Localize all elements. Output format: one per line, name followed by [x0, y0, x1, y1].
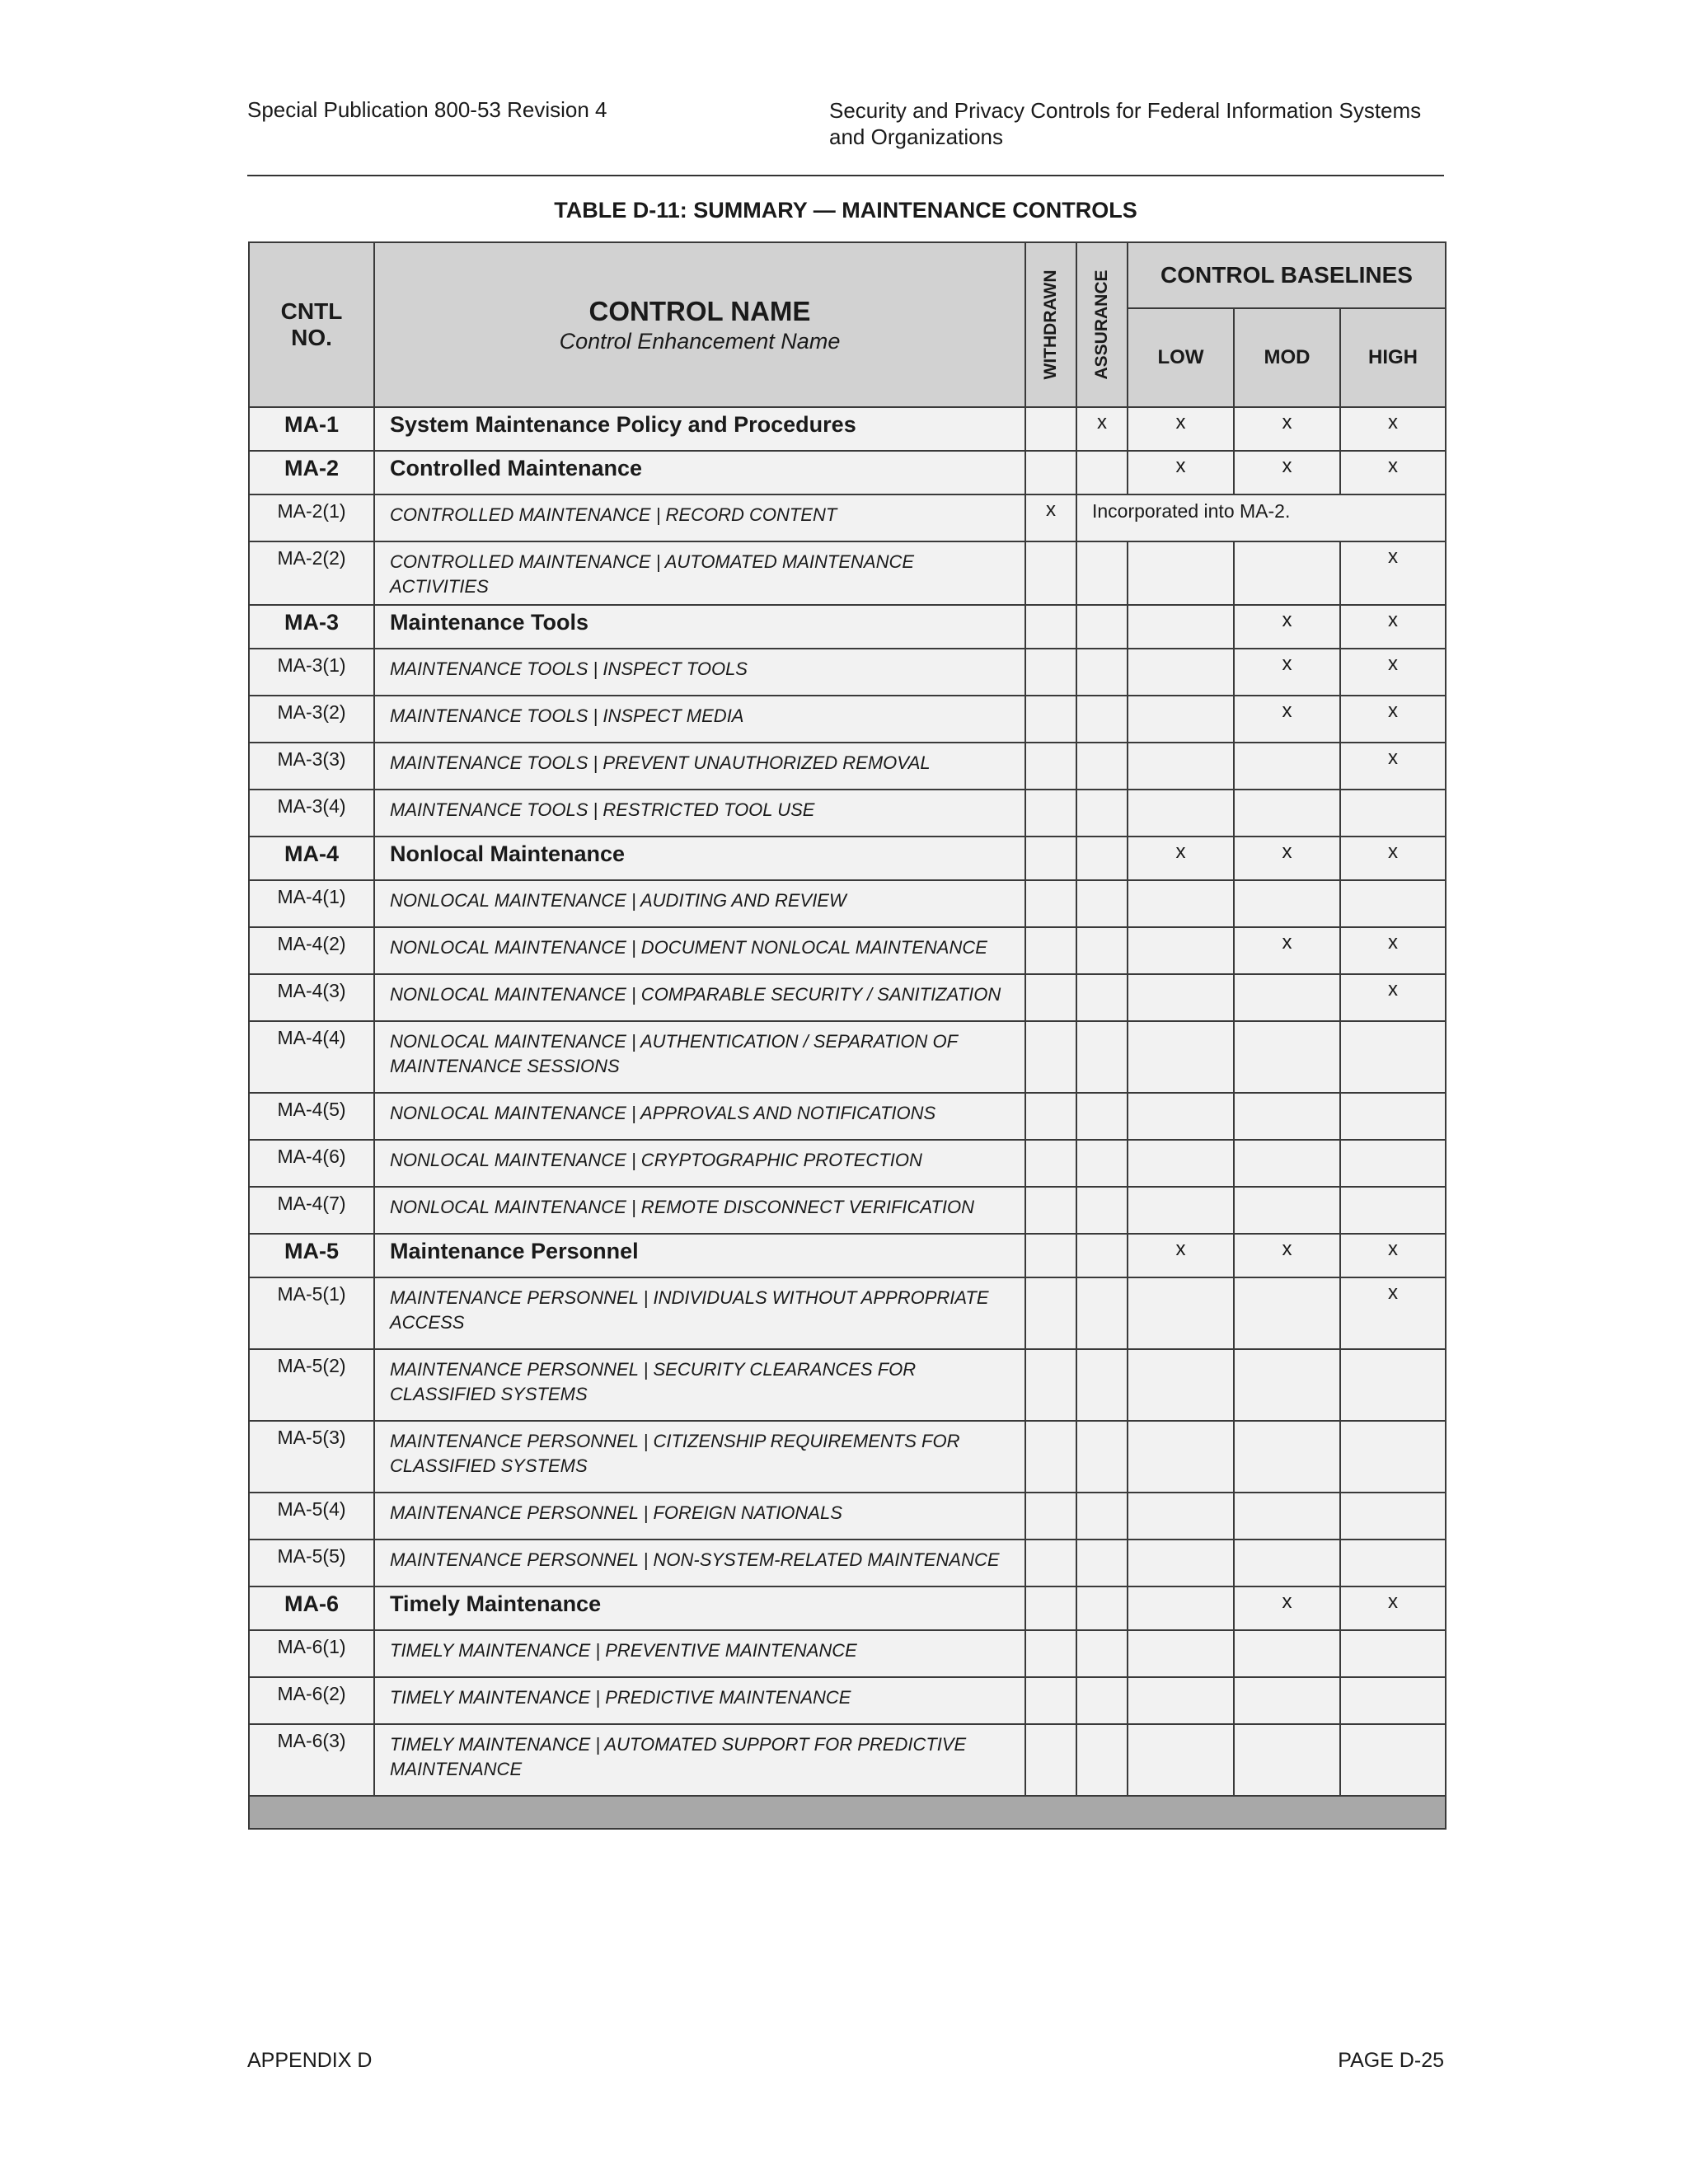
baseline-mod-cell: x	[1234, 605, 1340, 649]
baseline-mod-cell	[1234, 1677, 1340, 1724]
baseline-high-cell	[1340, 1677, 1446, 1724]
baseline-high-cell	[1340, 1630, 1446, 1677]
baseline-high-cell	[1340, 1724, 1446, 1796]
withdrawn-cell	[1025, 1540, 1076, 1586]
baseline-high-cell: x	[1340, 541, 1446, 605]
baseline-low-cell	[1128, 1093, 1234, 1140]
baseline-high-cell: x	[1340, 605, 1446, 649]
assurance-label: ASSURANCE	[1092, 269, 1111, 380]
control-name-cell: NONLOCAL MAINTENANCE | AUTHENTICATION / SEPARATION OF MAINTENANCE SESSIONS	[374, 1021, 1025, 1093]
control-number-cell: MA-4	[249, 837, 374, 880]
baseline-mod-cell	[1234, 1093, 1340, 1140]
withdrawn-cell	[1025, 649, 1076, 696]
assurance-cell	[1076, 1724, 1128, 1796]
col-header-assurance	[1076, 242, 1128, 407]
control-name-cell: TIMELY MAINTENANCE | AUTOMATED SUPPORT FOR PREDICTIVE MAINTENANCE	[374, 1724, 1025, 1796]
baseline-high-cell: x	[1340, 1277, 1446, 1349]
baseline-high-cell	[1340, 1187, 1446, 1234]
maintenance-controls-table	[248, 241, 1445, 1830]
baseline-mod-cell	[1234, 1140, 1340, 1187]
control-number-cell: MA-4(7)	[249, 1187, 374, 1234]
baseline-mod-cell: x	[1234, 927, 1340, 974]
assurance-cell	[1076, 1021, 1128, 1093]
control-name-cell: MAINTENANCE PERSONNEL | FOREIGN NATIONALS	[374, 1493, 1025, 1540]
baseline-mod-cell	[1234, 790, 1340, 837]
control-number-cell: MA-5(5)	[249, 1540, 374, 1586]
control-name-cell: MAINTENANCE TOOLS | PREVENT UNAUTHORIZED REMOVAL	[374, 743, 1025, 790]
control-number-cell: MA-5(3)	[249, 1421, 374, 1493]
control-name-cell: MAINTENANCE PERSONNEL | SECURITY CLEARANCES FOR CLASSIFIED SYSTEMS	[374, 1349, 1025, 1421]
baseline-high-cell: x	[1340, 743, 1446, 790]
table-body	[249, 407, 1446, 1829]
enhancement-row	[249, 1421, 1446, 1493]
withdrawn-cell	[1025, 1187, 1076, 1234]
control-number-cell: MA-2	[249, 451, 374, 494]
withdrawn-cell	[1025, 696, 1076, 743]
control-number-cell: MA-6(1)	[249, 1630, 374, 1677]
assurance-cell	[1076, 1140, 1128, 1187]
table-title: TABLE D-11: SUMMARY — MAINTENANCE CONTROLS	[554, 198, 1137, 223]
control-name-cell: Maintenance Tools	[374, 605, 1025, 649]
control-name-cell: MAINTENANCE PERSONNEL | NON-SYSTEM-RELATED MAINTENANCE	[374, 1540, 1025, 1586]
baseline-mod-cell	[1234, 743, 1340, 790]
assurance-cell	[1076, 1493, 1128, 1540]
baseline-high-cell	[1340, 1349, 1446, 1421]
control-number-cell: MA-6	[249, 1586, 374, 1630]
control-name-cell: CONTROLLED MAINTENANCE | AUTOMATED MAINTENANCE ACTIVITIES	[374, 541, 1025, 605]
col-header-high: HIGH	[1340, 308, 1446, 407]
baseline-mod-cell: x	[1234, 649, 1340, 696]
assurance-cell	[1076, 605, 1128, 649]
cntl-label: CNTL	[280, 298, 343, 324]
withdrawn-cell: x	[1025, 494, 1076, 541]
baseline-mod-cell: x	[1234, 451, 1340, 494]
baseline-low-cell: x	[1128, 837, 1234, 880]
control-number-cell: MA-3(4)	[249, 790, 374, 837]
control-name-cell: Nonlocal Maintenance	[374, 837, 1025, 880]
assurance-cell	[1076, 1187, 1128, 1234]
baseline-low-cell	[1128, 880, 1234, 927]
assurance-cell	[1076, 649, 1128, 696]
header-title-line2: and Organizations	[829, 124, 1004, 149]
table-footer-band	[249, 1796, 1446, 1829]
baseline-low-cell	[1128, 1421, 1234, 1493]
baseline-high-cell	[1340, 1540, 1446, 1586]
withdrawn-cell	[1025, 880, 1076, 927]
enhancement-row	[249, 1277, 1446, 1349]
baseline-high-cell	[1340, 1021, 1446, 1093]
baseline-low-cell	[1128, 1586, 1234, 1630]
baseline-high-cell	[1340, 1140, 1446, 1187]
no-label: NO.	[291, 325, 332, 350]
withdrawn-cell	[1025, 790, 1076, 837]
enhancement-row	[249, 1630, 1446, 1677]
enhancement-name-label: Control Enhancement Name	[559, 329, 841, 354]
baseline-low-cell	[1128, 1349, 1234, 1421]
control-row	[249, 1234, 1446, 1277]
baseline-high-cell: x	[1340, 451, 1446, 494]
baseline-mod-cell: x	[1234, 407, 1340, 451]
assurance-cell	[1076, 1540, 1128, 1586]
withdrawn-cell	[1025, 1677, 1076, 1724]
baseline-high-cell	[1340, 790, 1446, 837]
withdrawn-cell	[1025, 451, 1076, 494]
control-number-cell: MA-6(2)	[249, 1677, 374, 1724]
enhancement-row	[249, 1677, 1446, 1724]
enhancement-row	[249, 541, 1446, 605]
col-header-control-baselines: CONTROL BASELINES	[1128, 242, 1446, 308]
baseline-low-cell: x	[1128, 1234, 1234, 1277]
baseline-mod-cell	[1234, 1021, 1340, 1093]
control-name-cell: CONTROLLED MAINTENANCE | RECORD CONTENT	[374, 494, 1025, 541]
header-divider	[247, 175, 1444, 176]
baseline-low-cell	[1128, 790, 1234, 837]
baseline-low-cell: x	[1128, 407, 1234, 451]
withdrawn-cell	[1025, 407, 1076, 451]
baseline-low-cell	[1128, 1540, 1234, 1586]
baseline-high-cell: x	[1340, 927, 1446, 974]
control-row	[249, 407, 1446, 451]
baseline-high-cell: x	[1340, 649, 1446, 696]
col-header-control-name	[374, 242, 1025, 407]
enhancement-row	[249, 1724, 1446, 1796]
enhancement-row	[249, 1349, 1446, 1421]
enhancement-row	[249, 1493, 1446, 1540]
withdrawn-cell	[1025, 927, 1076, 974]
assurance-cell	[1076, 1586, 1128, 1630]
baseline-mod-cell: x	[1234, 1586, 1340, 1630]
control-number-cell: MA-5(1)	[249, 1277, 374, 1349]
control-row	[249, 605, 1446, 649]
enhancement-row	[249, 743, 1446, 790]
assurance-cell	[1076, 1421, 1128, 1493]
assurance-cell: x	[1076, 407, 1128, 451]
baseline-low-cell	[1128, 541, 1234, 605]
baseline-mod-cell	[1234, 1630, 1340, 1677]
control-number-cell: MA-4(4)	[249, 1021, 374, 1093]
control-row	[249, 451, 1446, 494]
baseline-mod-cell	[1234, 1493, 1340, 1540]
control-name-cell: Controlled Maintenance	[374, 451, 1025, 494]
baseline-low-cell	[1128, 1140, 1234, 1187]
withdrawn-cell	[1025, 1724, 1076, 1796]
withdrawn-cell	[1025, 974, 1076, 1021]
control-name-cell: MAINTENANCE TOOLS | RESTRICTED TOOL USE	[374, 790, 1025, 837]
baseline-high-cell: x	[1340, 837, 1446, 880]
baseline-low-cell: x	[1128, 451, 1234, 494]
baseline-low-cell	[1128, 743, 1234, 790]
header-publication: Special Publication 800-53 Revision 4	[247, 97, 607, 122]
enhancement-row	[249, 649, 1446, 696]
withdrawn-cell	[1025, 1586, 1076, 1630]
baseline-low-cell	[1128, 1277, 1234, 1349]
control-number-cell: MA-3(1)	[249, 649, 374, 696]
baseline-low-cell	[1128, 696, 1234, 743]
assurance-cell	[1076, 1277, 1128, 1349]
baseline-mod-cell	[1234, 974, 1340, 1021]
footer-page-number: PAGE D-25	[1338, 2049, 1444, 2072]
control-number-cell: MA-4(5)	[249, 1093, 374, 1140]
assurance-cell	[1076, 541, 1128, 605]
baseline-mod-cell: x	[1234, 837, 1340, 880]
control-number-cell: MA-5(4)	[249, 1493, 374, 1540]
control-name-cell: TIMELY MAINTENANCE | PREVENTIVE MAINTENANCE	[374, 1630, 1025, 1677]
col-header-cntl-no	[249, 242, 374, 407]
control-number-cell: MA-1	[249, 407, 374, 451]
enhancement-row	[249, 494, 1446, 541]
withdrawn-cell	[1025, 837, 1076, 880]
assurance-cell	[1076, 927, 1128, 974]
control-number-cell: MA-3(3)	[249, 743, 374, 790]
control-name-cell: NONLOCAL MAINTENANCE | DOCUMENT NONLOCAL MAINTENANCE	[374, 927, 1025, 974]
baseline-low-cell	[1128, 927, 1234, 974]
withdrawn-note-cell: Incorporated into MA-2.	[1076, 494, 1446, 541]
baseline-high-cell	[1340, 1093, 1446, 1140]
control-name-cell: NONLOCAL MAINTENANCE | AUDITING AND REVIEW	[374, 880, 1025, 927]
assurance-cell	[1076, 743, 1128, 790]
baseline-low-cell	[1128, 974, 1234, 1021]
control-number-cell: MA-4(3)	[249, 974, 374, 1021]
baseline-high-cell: x	[1340, 1234, 1446, 1277]
baseline-high-cell	[1340, 880, 1446, 927]
baseline-low-cell	[1128, 1630, 1234, 1677]
control-name-cell: Timely Maintenance	[374, 1586, 1025, 1630]
table-footer-cell	[249, 1796, 1446, 1829]
withdrawn-cell	[1025, 605, 1076, 649]
control-name-cell: Maintenance Personnel	[374, 1234, 1025, 1277]
baseline-low-cell	[1128, 605, 1234, 649]
control-name-label: CONTROL NAME	[588, 296, 811, 326]
control-name-cell: TIMELY MAINTENANCE | PREDICTIVE MAINTENANCE	[374, 1677, 1025, 1724]
enhancement-row	[249, 1540, 1446, 1586]
baseline-mod-cell	[1234, 1187, 1340, 1234]
withdrawn-cell	[1025, 743, 1076, 790]
control-number-cell: MA-2(1)	[249, 494, 374, 541]
baseline-mod-cell	[1234, 1724, 1340, 1796]
control-row	[249, 1586, 1446, 1630]
assurance-cell	[1076, 1093, 1128, 1140]
withdrawn-cell	[1025, 541, 1076, 605]
enhancement-row	[249, 696, 1446, 743]
withdrawn-cell	[1025, 1021, 1076, 1093]
enhancement-row	[249, 790, 1446, 837]
control-name-cell: MAINTENANCE TOOLS | INSPECT MEDIA	[374, 696, 1025, 743]
baseline-high-cell: x	[1340, 696, 1446, 743]
baseline-low-cell	[1128, 649, 1234, 696]
control-number-cell: MA-4(2)	[249, 927, 374, 974]
baseline-mod-cell: x	[1234, 1234, 1340, 1277]
control-name-cell: MAINTENANCE TOOLS | INSPECT TOOLS	[374, 649, 1025, 696]
assurance-cell	[1076, 790, 1128, 837]
baseline-mod-cell	[1234, 541, 1340, 605]
enhancement-row	[249, 1187, 1446, 1234]
control-name-cell: NONLOCAL MAINTENANCE | COMPARABLE SECURITY / SANITIZATION	[374, 974, 1025, 1021]
footer-appendix: APPENDIX D	[247, 2049, 373, 2072]
control-number-cell: MA-6(3)	[249, 1724, 374, 1796]
enhancement-row	[249, 1140, 1446, 1187]
withdrawn-cell	[1025, 1093, 1076, 1140]
control-number-cell: MA-3	[249, 605, 374, 649]
withdrawn-label: WITHDRAWN	[1041, 269, 1060, 380]
control-number-cell: MA-5	[249, 1234, 374, 1277]
withdrawn-cell	[1025, 1493, 1076, 1540]
baseline-mod-cell	[1234, 1349, 1340, 1421]
control-name-cell: MAINTENANCE PERSONNEL | CITIZENSHIP REQUIREMENTS FOR CLASSIFIED SYSTEMS	[374, 1421, 1025, 1493]
baseline-mod-cell	[1234, 1421, 1340, 1493]
baseline-mod-cell	[1234, 1277, 1340, 1349]
assurance-cell	[1076, 880, 1128, 927]
control-number-cell: MA-4(6)	[249, 1140, 374, 1187]
baseline-low-cell	[1128, 1724, 1234, 1796]
withdrawn-cell	[1025, 1140, 1076, 1187]
control-name-cell: NONLOCAL MAINTENANCE | REMOTE DISCONNECT VERIFICATION	[374, 1187, 1025, 1234]
assurance-cell	[1076, 1349, 1128, 1421]
col-header-mod: MOD	[1234, 308, 1340, 407]
col-header-low: LOW	[1128, 308, 1234, 407]
enhancement-row	[249, 1093, 1446, 1140]
enhancement-row	[249, 880, 1446, 927]
withdrawn-cell	[1025, 1277, 1076, 1349]
col-header-withdrawn	[1025, 242, 1076, 407]
withdrawn-cell	[1025, 1234, 1076, 1277]
baseline-mod-cell	[1234, 880, 1340, 927]
assurance-cell	[1076, 1234, 1128, 1277]
control-number-cell: MA-5(2)	[249, 1349, 374, 1421]
withdrawn-cell	[1025, 1421, 1076, 1493]
control-name-cell: NONLOCAL MAINTENANCE | CRYPTOGRAPHIC PROTECTION	[374, 1140, 1025, 1187]
withdrawn-cell	[1025, 1630, 1076, 1677]
baseline-low-cell	[1128, 1493, 1234, 1540]
baseline-high-cell	[1340, 1421, 1446, 1493]
header-title-line1: Security and Privacy Controls for Federal Information Systems	[829, 98, 1422, 123]
control-row	[249, 837, 1446, 880]
control-name-cell: System Maintenance Policy and Procedures	[374, 407, 1025, 451]
control-number-cell: MA-3(2)	[249, 696, 374, 743]
baseline-high-cell: x	[1340, 974, 1446, 1021]
control-number-cell: MA-4(1)	[249, 880, 374, 927]
enhancement-row	[249, 974, 1446, 1021]
baseline-low-cell	[1128, 1677, 1234, 1724]
baseline-low-cell	[1128, 1021, 1234, 1093]
assurance-cell	[1076, 451, 1128, 494]
assurance-cell	[1076, 1677, 1128, 1724]
assurance-cell	[1076, 837, 1128, 880]
baseline-low-cell	[1128, 1187, 1234, 1234]
assurance-cell	[1076, 1630, 1128, 1677]
withdrawn-cell	[1025, 1349, 1076, 1421]
baseline-mod-cell	[1234, 1540, 1340, 1586]
baseline-high-cell	[1340, 1493, 1446, 1540]
baseline-high-cell: x	[1340, 1586, 1446, 1630]
control-name-cell: NONLOCAL MAINTENANCE | APPROVALS AND NOTIFICATIONS	[374, 1093, 1025, 1140]
enhancement-row	[249, 927, 1446, 974]
control-name-cell: MAINTENANCE PERSONNEL | INDIVIDUALS WITHOUT APPROPRIATE ACCESS	[374, 1277, 1025, 1349]
baseline-high-cell: x	[1340, 407, 1446, 451]
baseline-mod-cell: x	[1234, 696, 1340, 743]
assurance-cell	[1076, 974, 1128, 1021]
enhancement-row	[249, 1021, 1446, 1093]
header-document-title	[829, 97, 1421, 150]
control-number-cell: MA-2(2)	[249, 541, 374, 605]
assurance-cell	[1076, 696, 1128, 743]
